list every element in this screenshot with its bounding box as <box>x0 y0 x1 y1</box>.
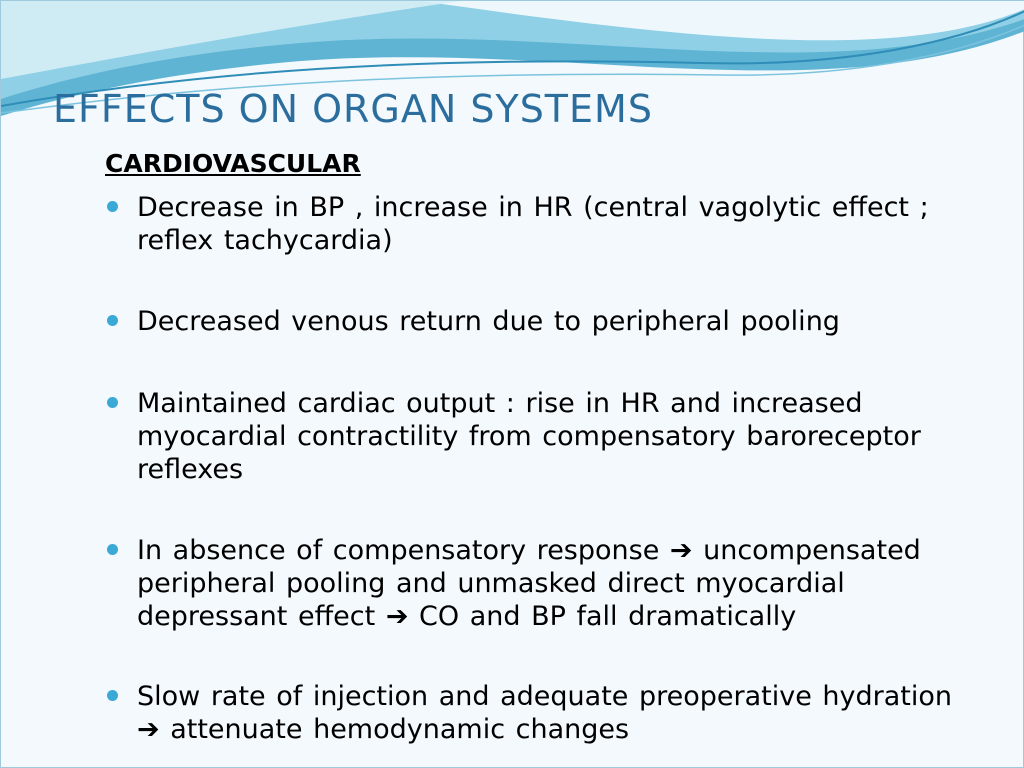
bullet-dot-icon <box>107 201 118 212</box>
bullet-item <box>105 680 985 746</box>
slide-title: EFFECTS ON ORGAN SYSTEMS <box>53 87 653 131</box>
bullet-dot-icon <box>107 397 118 408</box>
arrow-right-icon: ➔ <box>385 601 409 632</box>
bullet-text: Decreased venous return due to peripheral pooling <box>137 306 840 337</box>
bullet-dot-icon <box>107 315 118 326</box>
arrow-right-icon: ➔ <box>137 714 160 745</box>
bullet-text: Decrease in BP , increase in HR (central vagolytic effect ; reflex tachycardia) <box>137 192 929 256</box>
bullet-text: Maintained cardiac output : rise in HR and increased myocardial contractility from compensatory baroreceptor reflexes <box>137 388 921 485</box>
bullet-text: In absence of compensatory response <box>137 535 670 566</box>
bullet-dot-icon <box>107 544 118 555</box>
bullet-item <box>105 191 985 257</box>
bullet-text: Slow rate of injection and adequate preoperative hydration <box>137 681 953 712</box>
arrow-right-icon: ➔ <box>669 535 693 566</box>
bullet-text: attenuate hemodynamic changes <box>159 714 630 745</box>
bullet-item <box>105 305 840 338</box>
bullet-text: CO and BP fall dramatically <box>408 601 797 632</box>
bullet-text: uncompensated peripheral pooling and unmasked direct myocardial depressant effect <box>137 535 921 632</box>
bullet-item <box>105 387 985 486</box>
bullet-item <box>105 534 985 633</box>
section-heading: CARDIOVASCULAR <box>105 149 361 178</box>
bullet-dot-icon <box>107 690 118 701</box>
